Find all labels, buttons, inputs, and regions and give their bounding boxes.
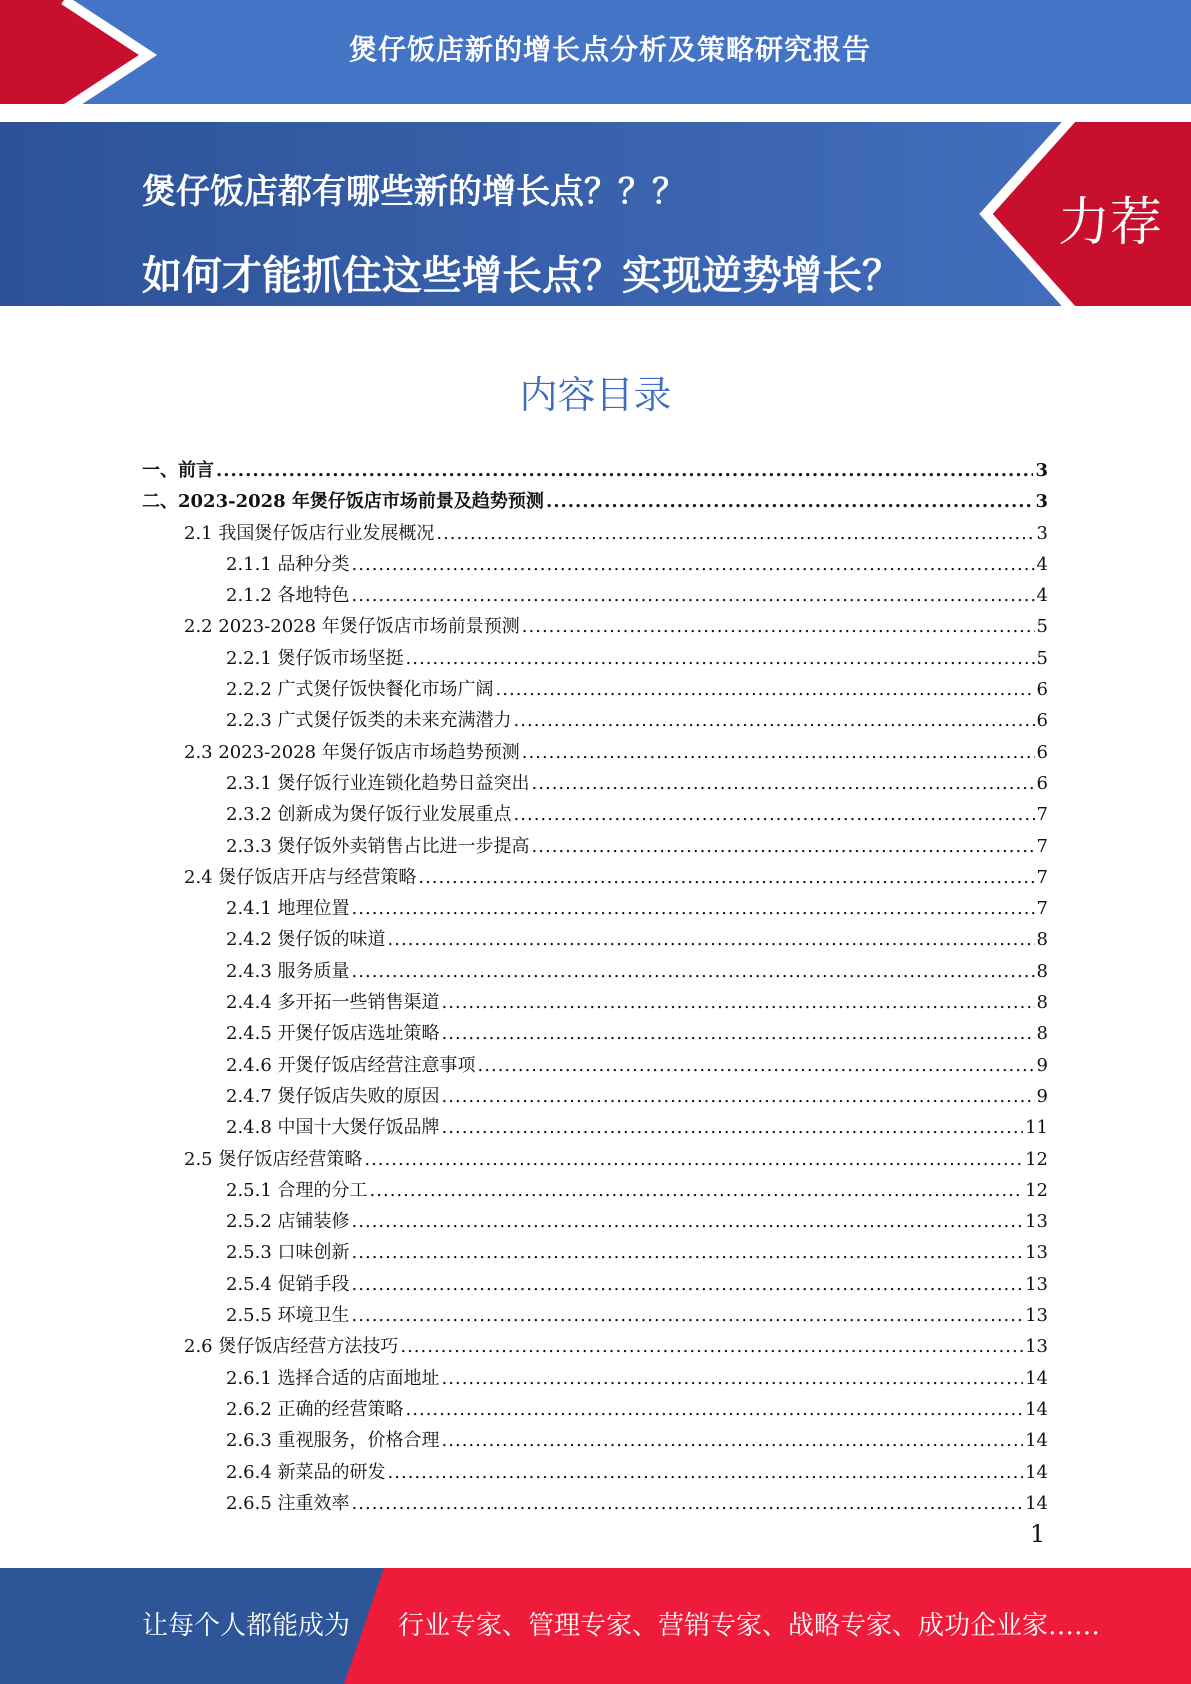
toc-dot-leader bbox=[352, 1488, 1024, 1519]
toc-dot-leader bbox=[352, 1300, 1024, 1331]
toc-entry[interactable] bbox=[142, 1457, 1048, 1488]
toc-entry-label: 2.5.4 促销手段 bbox=[226, 1273, 350, 1295]
toc-entry-page: 6 bbox=[1036, 741, 1048, 763]
toc-entry-page: 9 bbox=[1036, 1054, 1048, 1076]
toc-dot-leader bbox=[514, 799, 1035, 830]
toc-dot-leader bbox=[406, 643, 1035, 674]
toc-entry-page: 13 bbox=[1025, 1211, 1048, 1233]
toc-dot-leader bbox=[442, 1112, 1024, 1143]
toc-entry-page: 13 bbox=[1025, 1273, 1048, 1295]
report-header-band bbox=[0, 0, 1191, 110]
toc-dot-leader bbox=[388, 1457, 1024, 1488]
toc-entry-page: 14 bbox=[1025, 1461, 1048, 1483]
toc-entry-label: 2.2 2023-2028 年煲仔饭店市场前景预测 bbox=[184, 616, 520, 638]
toc-entry[interactable] bbox=[142, 987, 1048, 1018]
toc-entry-page: 13 bbox=[1025, 1305, 1048, 1327]
toc-dot-leader bbox=[514, 705, 1035, 736]
toc-dot-leader bbox=[522, 737, 1035, 768]
toc-entry[interactable] bbox=[142, 674, 1048, 705]
toc-dot-leader bbox=[442, 1363, 1024, 1394]
toc-entry-label: 2.4.6 开煲仔饭店经营注意事项 bbox=[226, 1054, 476, 1076]
toc-entry-label: 2.6.3 重视服务，价格合理 bbox=[226, 1430, 440, 1452]
toc-entry-label: 2.5.3 口味创新 bbox=[226, 1242, 350, 1264]
toc-entry-label: 2.5 煲仔饭店经营策略 bbox=[184, 1148, 363, 1170]
toc-entry[interactable] bbox=[142, 643, 1048, 674]
toc-entry-label: 2.1 我国煲仔饭店行业发展概况 bbox=[184, 522, 435, 544]
toc-dot-leader bbox=[496, 674, 1035, 705]
toc-entry[interactable] bbox=[142, 799, 1048, 830]
hero-banner bbox=[0, 122, 1191, 306]
toc-dot-leader bbox=[352, 956, 1035, 987]
toc-entry[interactable] bbox=[142, 1018, 1048, 1049]
toc-entry-label: 2.6.4 新菜品的研发 bbox=[226, 1461, 386, 1483]
toc-dot-leader bbox=[370, 1175, 1024, 1206]
footer-band bbox=[0, 1568, 1191, 1684]
toc-entry[interactable] bbox=[142, 1112, 1048, 1143]
toc-entry[interactable] bbox=[142, 1175, 1048, 1206]
toc-dot-leader bbox=[364, 1144, 1023, 1175]
toc-title: 内容目录 bbox=[519, 373, 672, 417]
toc-entry-page: 13 bbox=[1025, 1336, 1048, 1358]
toc-entry-page: 14 bbox=[1025, 1430, 1048, 1452]
toc-entry[interactable] bbox=[142, 705, 1048, 736]
toc-entry[interactable] bbox=[142, 831, 1048, 862]
toc-entry-page: 7 bbox=[1036, 835, 1048, 857]
toc-entry[interactable] bbox=[142, 1488, 1048, 1519]
toc-dot-leader bbox=[442, 1425, 1024, 1456]
toc-dot-leader bbox=[352, 549, 1035, 580]
report-title: 煲仔饭店新的增长点分析及策略研究报告 bbox=[348, 33, 871, 66]
toc-entry-page: 13 bbox=[1025, 1242, 1048, 1264]
toc-dot-leader bbox=[388, 924, 1035, 955]
toc-entry-label: 2.4 煲仔饭店开店与经营策略 bbox=[184, 866, 417, 888]
toc-entry-label: 2.6.1 选择合适的店面地址 bbox=[226, 1367, 440, 1389]
toc-entry-label: 2.4.2 煲仔饭的味道 bbox=[226, 929, 386, 951]
page-number: 1 bbox=[1030, 1520, 1046, 1548]
toc-entry-page: 9 bbox=[1036, 1085, 1048, 1107]
toc-entry-page: 14 bbox=[1025, 1492, 1048, 1514]
toc-entry-label: 2.2.3 广式煲仔饭类的未来充满潜力 bbox=[226, 710, 512, 732]
toc-dot-leader bbox=[436, 518, 1034, 549]
toc-entry-label: 2.3.1 煲仔饭行业连锁化趋势日益突出 bbox=[226, 772, 530, 794]
toc-dot-leader bbox=[522, 611, 1035, 642]
toc-entry[interactable] bbox=[142, 580, 1048, 611]
toc-entry-page: 11 bbox=[1025, 1117, 1048, 1139]
toc-entry-label: 2.5.2 店铺装修 bbox=[226, 1211, 350, 1233]
toc-entry-page: 14 bbox=[1025, 1398, 1048, 1420]
toc-entry-label: 2.3 2023-2028 年煲仔饭店市场趋势预测 bbox=[184, 741, 520, 763]
toc-dot-leader bbox=[546, 486, 1034, 517]
toc-entry-page: 14 bbox=[1025, 1367, 1048, 1389]
toc-entry-label: 2.5.5 环境卫生 bbox=[226, 1305, 350, 1327]
toc-entry-page: 7 bbox=[1036, 804, 1048, 826]
toc-entry-label: 2.2.1 煲仔饭市场坚挺 bbox=[226, 647, 404, 669]
toc-entry-label: 2.4.7 煲仔饭店失败的原因 bbox=[226, 1085, 440, 1107]
toc-entry-page: 4 bbox=[1036, 585, 1048, 607]
toc-entry-label: 2.4.4 多开拓一些销售渠道 bbox=[226, 992, 440, 1014]
toc-dot-leader bbox=[216, 455, 1033, 486]
toc-entry-label: 2.4.8 中国十大煲仔饭品牌 bbox=[226, 1117, 440, 1139]
toc-entry[interactable] bbox=[142, 611, 1048, 642]
toc-entry-label: 2.3.2 创新成为煲仔饭行业发展重点 bbox=[226, 804, 512, 826]
toc-entry[interactable] bbox=[142, 486, 1048, 517]
toc-entry[interactable] bbox=[142, 1363, 1048, 1394]
toc-entry-page: 3 bbox=[1036, 522, 1048, 544]
recommend-badge-label: 力荐 bbox=[1058, 193, 1163, 253]
toc-entry-page: 12 bbox=[1025, 1148, 1048, 1170]
toc-entry-page: 3 bbox=[1035, 460, 1048, 481]
toc-entry-page: 6 bbox=[1036, 679, 1048, 701]
toc-entry-page: 6 bbox=[1036, 710, 1048, 732]
toc-entry-label: 2.1.1 品种分类 bbox=[226, 553, 350, 575]
table-of-contents bbox=[142, 455, 1048, 1519]
toc-entry-page: 5 bbox=[1036, 647, 1048, 669]
toc-entry[interactable] bbox=[142, 737, 1048, 768]
toc-entry[interactable] bbox=[142, 1144, 1048, 1175]
toc-dot-leader bbox=[400, 1331, 1023, 1362]
toc-entry-page: 8 bbox=[1036, 960, 1048, 982]
toc-dot-leader bbox=[478, 1050, 1035, 1081]
banner-question-seize-growth: 如何才能抓住这些增长点？实现逆势增长？ bbox=[142, 253, 902, 299]
toc-entry[interactable] bbox=[142, 1425, 1048, 1456]
toc-entry-page: 8 bbox=[1036, 1023, 1048, 1045]
toc-entry[interactable] bbox=[142, 1081, 1048, 1112]
toc-entry[interactable] bbox=[142, 518, 1048, 549]
toc-entry-page: 8 bbox=[1036, 929, 1048, 951]
toc-dot-leader bbox=[352, 580, 1035, 611]
toc-dot-leader bbox=[532, 831, 1035, 862]
toc-dot-leader bbox=[406, 1394, 1024, 1425]
toc-entry[interactable] bbox=[142, 1206, 1048, 1237]
toc-entry-page: 8 bbox=[1036, 992, 1048, 1014]
toc-entry-label: 2.5.1 合理的分工 bbox=[226, 1179, 368, 1201]
toc-entry-label: 2.2.2 广式煲仔饭快餐化市场广阔 bbox=[226, 679, 494, 701]
toc-dot-leader bbox=[442, 1081, 1035, 1112]
toc-entry-label: 2.4.3 服务质量 bbox=[226, 960, 350, 982]
toc-dot-leader bbox=[442, 987, 1035, 1018]
toc-entry-page: 12 bbox=[1025, 1179, 1048, 1201]
toc-entry-page: 7 bbox=[1036, 866, 1048, 888]
toc-dot-leader bbox=[418, 862, 1034, 893]
toc-entry-label: 2.6 煲仔饭店经营方法技巧 bbox=[184, 1336, 399, 1358]
toc-dot-leader bbox=[532, 768, 1035, 799]
toc-dot-leader bbox=[352, 893, 1035, 924]
toc-entry[interactable] bbox=[142, 455, 1048, 486]
toc-entry-page: 7 bbox=[1036, 898, 1048, 920]
banner-question-growth-points: 煲仔饭店都有哪些新的增长点？？？ bbox=[142, 172, 686, 212]
toc-entry-label: 2.6.5 注重效率 bbox=[226, 1492, 350, 1514]
toc-entry-page: 5 bbox=[1036, 616, 1048, 638]
toc-entry-label: 二、2023-2028 年煲仔饭店市场前景及趋势预测 bbox=[142, 491, 544, 513]
toc-entry-label: 2.6.2 正确的经营策略 bbox=[226, 1398, 404, 1420]
toc-entry[interactable] bbox=[142, 1050, 1048, 1081]
toc-entry[interactable] bbox=[142, 956, 1048, 987]
toc-entry[interactable] bbox=[142, 1237, 1048, 1268]
toc-entry[interactable] bbox=[142, 1394, 1048, 1425]
toc-dot-leader bbox=[442, 1018, 1035, 1049]
toc-entry-label: 2.3.3 煲仔饭外卖销售占比进一步提高 bbox=[226, 835, 530, 857]
toc-entry[interactable] bbox=[142, 549, 1048, 580]
toc-dot-leader bbox=[352, 1237, 1024, 1268]
toc-entry-label: 2.4.5 开煲仔饭店选址策略 bbox=[226, 1023, 440, 1045]
toc-entry-label: 2.4.1 地理位置 bbox=[226, 898, 350, 920]
toc-entry[interactable] bbox=[142, 768, 1048, 799]
footer-slogan-right: 行业专家、管理专家、营销专家、战略专家、成功企业家…… bbox=[398, 1611, 1101, 1641]
toc-dot-leader bbox=[352, 1206, 1024, 1237]
toc-entry-page: 6 bbox=[1036, 772, 1048, 794]
toc-entry[interactable] bbox=[142, 1331, 1048, 1362]
footer-slogan-left: 让每个人都能成为 bbox=[142, 1611, 351, 1641]
toc-entry[interactable] bbox=[142, 893, 1048, 924]
toc-entry[interactable] bbox=[142, 924, 1048, 955]
toc-entry[interactable] bbox=[142, 1300, 1048, 1331]
toc-dot-leader bbox=[352, 1269, 1024, 1300]
toc-entry[interactable] bbox=[142, 862, 1048, 893]
toc-entry-label: 一、前言 bbox=[142, 460, 214, 481]
toc-entry[interactable] bbox=[142, 1269, 1048, 1300]
toc-entry-label: 2.1.2 各地特色 bbox=[226, 585, 350, 607]
toc-entry-page: 4 bbox=[1036, 553, 1048, 575]
toc-entry-page: 3 bbox=[1035, 491, 1048, 513]
